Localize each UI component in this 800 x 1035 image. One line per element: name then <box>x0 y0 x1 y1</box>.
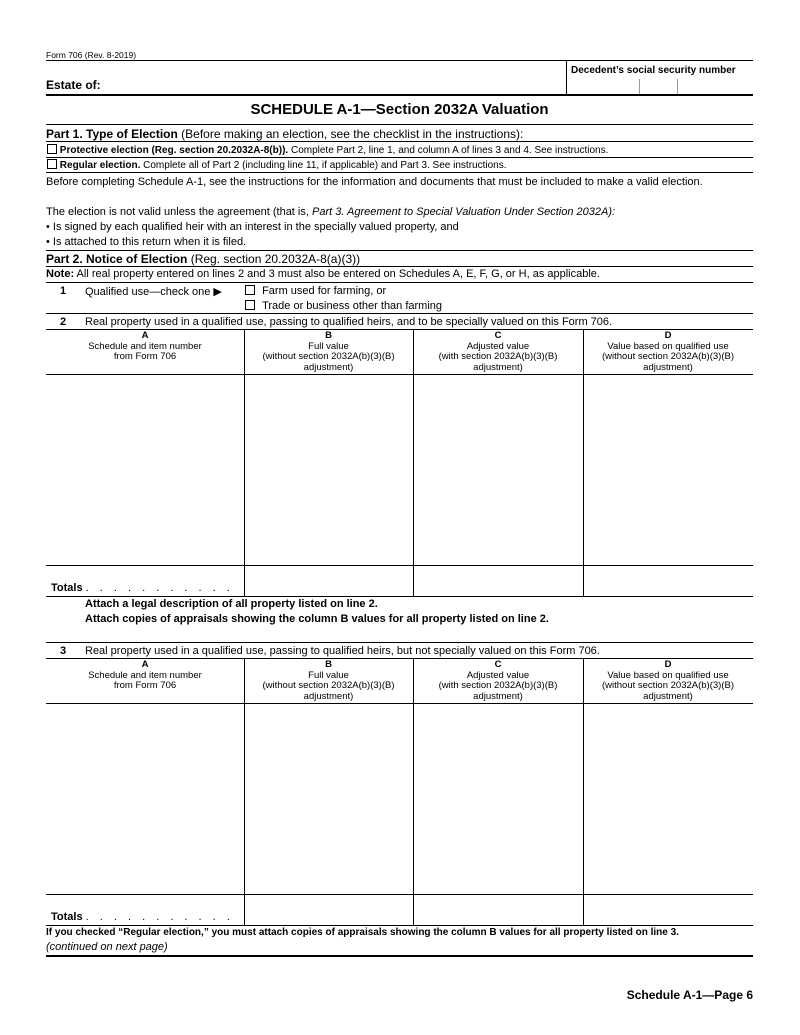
column-b-entry[interactable] <box>245 704 413 894</box>
divider <box>46 313 753 314</box>
line1-label: Qualified use—check one ▶ <box>85 286 222 298</box>
estate-name-input[interactable] <box>110 78 550 93</box>
estate-label: Estate of: <box>46 78 101 92</box>
total-c-input[interactable] <box>414 566 583 595</box>
attach-appraisals: Attach copies of appraisals showing the column B values for all property listed on line 2. <box>85 613 549 625</box>
divider <box>46 124 753 125</box>
total-d-input[interactable] <box>584 895 753 924</box>
part2-heading: Part 2. Notice of Election (Reg. section 20.2032A-8(a)(3)) <box>46 252 361 266</box>
form-revision: Form 706 (Rev. 8-2019) <box>46 50 137 60</box>
line3-text: Real property used in a qualified use, passing to qualified heirs, but not specially valued on this Form 706. <box>85 645 600 657</box>
totals-label: Totals . . . . . . . . . . . <box>51 582 234 594</box>
divider <box>46 955 753 957</box>
column-a-entry[interactable] <box>46 375 244 565</box>
before-completing-text: Before completing Schedule A-1, see the instructions for the information and documents that must be included to make a valid election. <box>46 176 703 188</box>
total-b-input[interactable] <box>245 895 413 924</box>
ssn-label: Decedent’s social security number <box>571 65 736 76</box>
bullet-signed: • Is signed by each qualified heir with an interest in the specially valued property, and <box>46 221 459 233</box>
column-c-entry[interactable] <box>414 704 583 894</box>
total-b-input[interactable] <box>245 566 413 595</box>
column-b-header: B Full value (without section 2032A(b)(3)(B) adjustment) <box>262 330 395 373</box>
column-a-header: A Schedule and item number from Form 706 <box>88 330 202 362</box>
line2-table <box>46 329 753 597</box>
protective-election-row: Protective election (Reg. section 20.2032A-8(b)). Complete Part 2, line 1, and column A of lines 3 and 4. See instructions. <box>47 144 608 156</box>
divider <box>46 94 753 96</box>
total-d-input[interactable] <box>584 566 753 595</box>
column-c-header: C Adjusted value (with section 2032A(b)(3)(B) adjustment) <box>438 330 558 373</box>
column-c-entry[interactable] <box>414 375 583 565</box>
not-valid-text: The election is not valid unless the agreement (that is, Part 3. Agreement to Special Valuation Under Section 2032A): <box>46 206 616 218</box>
bullet-attached: • Is attached to this return when it is filed. <box>46 236 247 248</box>
column-a-header: A Schedule and item number from Form 706 <box>88 659 202 691</box>
column-b-header: B Full value (without section 2032A(b)(3)(B) adjustment) <box>262 659 395 702</box>
column-d-entry[interactable] <box>584 704 753 894</box>
regular-election-appraisal-note: If you checked “Regular election,” you must attach copies of appraisals showing the column B values for all property listed on line 3. <box>46 927 679 938</box>
totals-label: Totals . . . . . . . . . . . <box>51 911 234 923</box>
part2-note: Note: All real property entered on lines 2 and 3 must also be entered on Schedules A, E, F, G, or H, as applicable. <box>46 268 600 280</box>
trade-option: Trade or business other than farming <box>245 300 442 312</box>
part1-heading: Part 1. Type of Election (Before making an election, see the checklist in the instructions): <box>46 127 524 141</box>
farm-checkbox[interactable] <box>245 285 255 295</box>
ssn-input[interactable] <box>566 79 753 94</box>
line3-number: 3 <box>60 645 67 657</box>
line2-number: 2 <box>60 316 67 328</box>
column-d-header: D Value based on qualified use (without section 2032A(b)(3)(B) adjustment) <box>602 330 734 373</box>
line1-number: 1 <box>60 285 67 297</box>
continued-note: (continued on next page) <box>46 941 168 953</box>
divider <box>46 282 753 283</box>
attach-legal-description: Attach a legal description of all property listed on line 2. <box>85 598 378 610</box>
divider <box>46 250 753 251</box>
regular-election-checkbox[interactable] <box>47 159 57 169</box>
divider <box>46 266 753 267</box>
farm-option: Farm used for farming, or <box>245 285 386 297</box>
column-d-header: D Value based on qualified use (without section 2032A(b)(3)(B) adjustment) <box>602 659 734 702</box>
divider <box>46 642 753 643</box>
line3-table <box>46 658 753 926</box>
divider <box>46 60 753 61</box>
line2-text: Real property used in a qualified use, passing to qualified heirs, and to be specially valued on this Form 706. <box>85 316 613 328</box>
column-d-entry[interactable] <box>584 375 753 565</box>
divider <box>46 172 753 173</box>
divider <box>46 141 753 142</box>
page-label: Schedule A-1—Page 6 <box>626 988 753 1002</box>
column-b-entry[interactable] <box>245 375 413 565</box>
column-a-entry[interactable] <box>46 704 244 894</box>
regular-election-row: Regular election. Complete all of Part 2 (including line 11, if applicable) and Part 3. See instructions. <box>47 159 506 171</box>
page-title: SCHEDULE A-1—Section 2032A Valuation <box>250 101 549 118</box>
trade-checkbox[interactable] <box>245 300 255 310</box>
column-c-header: C Adjusted value (with section 2032A(b)(3)(B) adjustment) <box>438 659 558 702</box>
total-c-input[interactable] <box>414 895 583 924</box>
protective-election-checkbox[interactable] <box>47 144 57 154</box>
divider <box>46 157 753 158</box>
